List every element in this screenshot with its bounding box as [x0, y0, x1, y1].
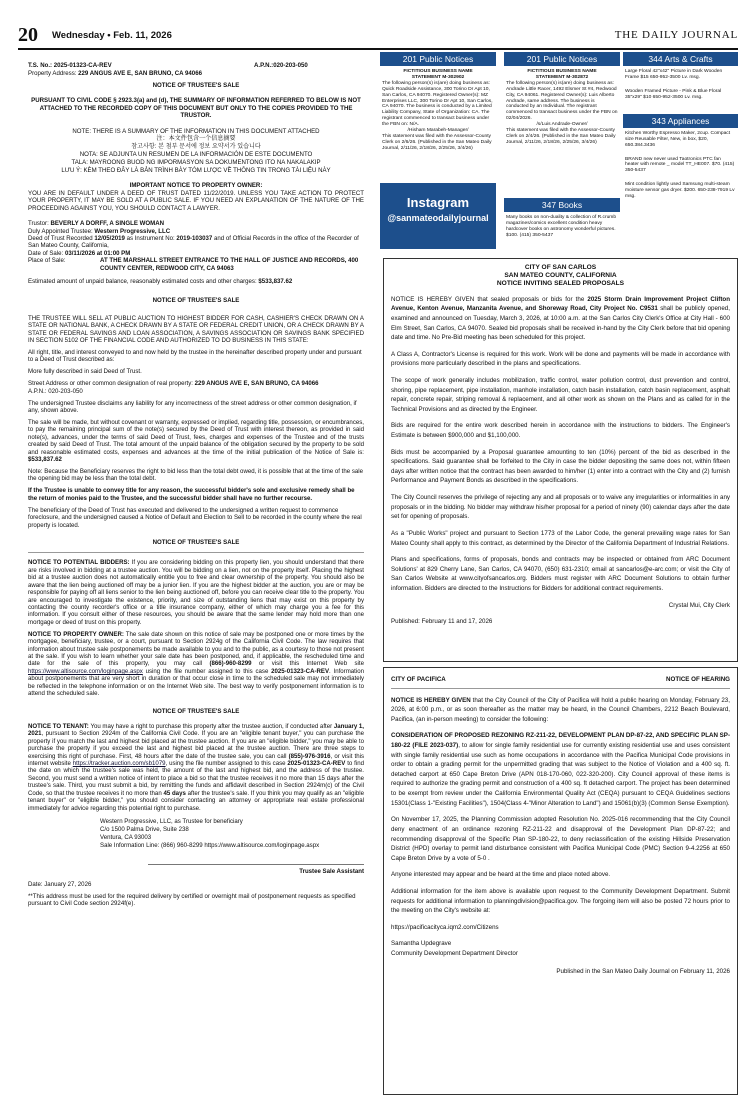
listing-item: Wooden Framed Picture - Pink & Blue Floral 35"x29" $10 650-952-3500 Lv. msg. — [625, 88, 722, 100]
deed-text-a: Deed of Trust Recorded — [28, 234, 93, 242]
note-spanish: NOTA: SE ADJUNTA UN RESUMEN DE LA INFORMACIÓN DE ESTE DOCUMENTO — [79, 151, 313, 158]
sale-paragraph: The sale will be made, but without covenant or warranty, expressed or implied, regarding title, possession, or encumbrances, to pay the remaining principal sum of the note(s) secured by the Deed of Trust with interest thereon, as provided in said note(s), advances, under the terms of said Deed of Trust, fees, charges and expenses of the Trustee and of the trusts created by said Deed of Trust. The total amount of the unpaid balance of the obligation secured by the property to be sold and reasonable estimated costs, expenses and advances at the time of the initial publication of the Notice of Sale is: — [28, 419, 364, 456]
deed-number: 2019-103037 — [176, 234, 213, 242]
classified-header: 343 Appliances — [623, 114, 738, 128]
notice-title: NOTICE OF HEARING — [666, 676, 730, 683]
paragraph-text: A Class A, Contractor's License is required for this work. Work will be done and payments will be made in accordance with provisions more particularly described in the plans and specifications. — [391, 350, 730, 368]
divider — [28, 552, 364, 553]
sale-date-label: Date of Sale: — [28, 249, 64, 257]
note-vietnamese: LƯU Ý: KÈM THEO ĐÂY LÀ BẢN TRÌNH BÀY TÓM LƯỢC VỀ THÔNG TIN TRONG TÀI LIỆU NÀY — [61, 166, 331, 174]
paragraph-text: Bids are required for the entire work described herein in accordance with the instructions to bidders. The Engineer's Estimate is between $900,000 and $1,100,000. — [391, 422, 730, 440]
listing-item: Mint condition lightly used Samsung multi-steam moisture sensor gas dryer. $200. 650-238-7919 Lv msg. — [625, 182, 735, 199]
signature-title: Community Development Department Director — [391, 950, 518, 958]
fbn-title: FICTITIOUS BUSINESS NAME — [527, 69, 597, 75]
owner-case-number: 2025-01323-CA-REV — [271, 667, 330, 675]
tenant-label: NOTICE TO TENANT: — [28, 722, 89, 730]
beneficiary-note: Note: Because the Beneficiary reserves the right to bid less than the total debt owed, it is possible that at the time of the sale the opening bid may be less than the total debt. — [28, 468, 364, 483]
san-carlos-notice — [383, 258, 738, 662]
fbn-statement: STATEMENT M-302872 — [535, 75, 589, 81]
owner-text-b: or visit this Internet Web site — [258, 660, 364, 668]
tenant-case-number: 2025-01323-CA-REV — [287, 760, 346, 768]
tenant-days: 45 days — [163, 789, 186, 797]
signature-name: Samantha Updegrave — [391, 940, 452, 948]
trustee-sale-assistant: Trustee Sale Assistant — [148, 864, 364, 875]
notice-subheading: SAN MATEO COUNTY, CALIFORNIA — [504, 272, 617, 280]
paragraph-text: On November 17, 2025, the Planning Commission adopted Resolution No. 2025-016 recommending that the City Council deny enactment of an ordinance rezoning RZ-211-22 and disapproval of the Development Plan DP-87-22; and recommending disapproval of the Specific Plan SP-180-22, to deny reclassification of the existing Hillside Preservation District (HPD) overlay to permit land disturbance consistent with Pacifica Municipal Code (PMC) Section 9-4.2256 at 650 Cape Breton Drive by a vote of 5-0 . — [391, 816, 730, 862]
sale-date: 03/11/2026 at 01:00 PM — [64, 249, 131, 257]
tenant-url-link[interactable]: https://tracker.auction.com/sb1079 — [72, 760, 166, 768]
instagram-title: Instagram — [406, 195, 470, 210]
paragraph-text: The scope of work generally includes mobilization, traffic control, water pollution control, dust prevention and control, shoring, pipe replacement, pipe installation, manhole installation, catch basin installation, catch basin replacement, asphalt repair, concrete repair, striping removal & replacement, and all other work as shown on the Plans and as called for in the Technical Provisions and as directed by the Engineer. — [391, 376, 730, 413]
classified-header: 201 Public Notices — [504, 52, 620, 66]
unable-paragraph: If the Trustee is unable to convey title for any reason, the successful bidder's sole and exclusive remedy shall be the return of monies paid to the Trustee, and the successful bidder shall have no further recourse. — [28, 487, 355, 502]
notice-title-4: NOTICE OF TRUSTEE'S SALE — [152, 707, 240, 715]
notice-title: NOTICE INVITING SEALED PROPOSALS — [496, 280, 625, 288]
signature: Crystal Mui, City Clerk — [668, 601, 730, 609]
street-label: Street Address or other common designation of real property: — [28, 380, 193, 388]
fbn-filed: This statement was filed with the Assessor-County Clerk on 2/4/26. (Published in the San Mateo Daily Journal, 2/11/26, 2/18/26, 2/25/26, 3/4/26) — [506, 127, 616, 145]
all-right-paragraph: All right, title, and interest conveyed to and now held by the trustee in the hereinafter described property under and pursuant to a Deed of Trust described as: — [28, 349, 362, 364]
paragraph-text: shall be publicly opened, examined and announced on Tuesday, March 3, 2026, at 10:00 a.m. at the San Carlos City Clerk's Office at City Hall - 600 Elm Street, San Carlos, CA 94070. Sealed bid proposals shall be received in-hand by the City Clerk before that bid opening date and time. No Pre-Bid meeting has been scheduled for this project. — [391, 305, 730, 342]
paragraph-text: Anyone interested may appear and be heard at the time and place noted above. — [391, 871, 611, 879]
publish-line: Published in the San Mateo Daily Journal on February 11, 2026 — [556, 967, 730, 975]
issue-date: Wednesday • Feb. 11, 2026 — [52, 30, 172, 41]
paragraph-text: Bids must be accompanied by a Proposal guarantee amounting to ten (10%) percent of the bid as described in the specifications. Said guarantee shall be forfeited to the City in case the bidder depositing the same does not, within fifteen days after written notice that the contract has been awarded to him/her (1) enter into a contract with the City and (2) furnish Performance and Payment Bonds as described in the specifications. — [391, 448, 730, 485]
tenant-phone: (855)-976-3916 — [288, 752, 331, 760]
owner-label: NOTICE TO PROPERTY OWNER: — [28, 630, 124, 638]
paragraph-text: The City Council reserves the privilege of rejecting any and all proposals or to waive any irregularities or informalities in any proposals or in the bidding. No bidder may withdraw his/her proposal for a period of ninety (90) calendar days after the date set for opening of proposals. — [391, 494, 730, 521]
classified-header: 344 Arts & Crafts — [623, 52, 738, 66]
classified-header: 347 Books — [504, 198, 620, 212]
paragraph-text: Additional information for the item above is available upon request to the Community Development Department. Submit requests for additional information to planningdivision@pacifica.gov. The forgoing item will also be posted 72 hours prior to the meeting on the City's website at: — [391, 887, 730, 915]
note-english: NOTE: THERE IS A SUMMARY OF THE INFORMATION IN THIS DOCUMENT ATTACHED — [72, 127, 320, 135]
owner-text-a: The sale date shown on this notice of sale may be postponed one or more times by the mortgagee, beneficiary, trustee, or a court, pursuant to Section 2924g of the California Civil Code. The law requires that information about trustee sale postponements be made available to you and to the public, as a courtesy to those not present at the sale. If you wish to learn whether your sale date has been postponed, and, if applicable, the rescheduled time and date for the sale of this property, you may call — [28, 630, 364, 668]
paragraph-text: NOTICE IS HEREBY GIVEN that sealed proposals or bids for the — [391, 295, 585, 303]
important-text: YOU ARE IN DEFAULT UNDER A DEED OF TRUST DATED 11/22/2019. UNLESS YOU TAKE ACTION TO PROTECT YOUR PROPERTY, IT MAY BE SOLD AT A PUBLIC SALE. IF YOU NEED AN EXPLANATION OF THE NATURE OF THE PROCEEDING AGAINST YOU, YOU SHOULD CONTACT A LAWYER. — [28, 189, 364, 212]
note-tagalog: TALA: MAYROONG BUOD NG IMPORMASYON SA DOKUMENTONG ITO NA NAKALAKIP — [71, 158, 321, 166]
estimate-amount: $533,837.62 — [258, 278, 293, 286]
project-name: 2025 Storm Drain Improvement Project Clifton Avenue, Kenton Avenue, Manzanita Avenue, and Shoreway Road, City Project No. C9531 — [391, 295, 730, 313]
deed-date: 12/05/2019 — [94, 234, 125, 242]
notice-title-2: NOTICE OF TRUSTEE'S SALE — [152, 297, 240, 305]
owner-url-link[interactable]: https://www.altisource.com/loginpage.aspx — [28, 667, 143, 675]
bidders-label: NOTICE TO POTENTIAL BIDDERS: — [28, 559, 130, 567]
paragraph-text: As a "Public Works" project and pursuant to Section 1773 of the Labor Code, the general prevailing wage rates for San Mateo County shall apply to this contract, as determined by the Director of the California Department of Industrial Relations. — [391, 529, 730, 547]
bidders-text: If you are considering bidding on this property lien, you should understand that there are risks involved in bidding at a trustee auction. You will be bidding on a lien, not on the property itself. Placing the highest bid at a trustee auction does not automatically entitle you to free and clear ownership of the property. You should also be aware that the lien being auctioned off may be a junior lien. If you are the highest bidder at the auction, you are or may be responsible for paying off all liens senior to the lien being auctioned off, before you can receive clear title to the property. You are encouraged to investigate the existence, priority, and size of outstanding liens that may exist on this property by contacting the county recorder's office or a title insurance company, either of which may charge you a fee for this information. If you consult either of these resources, you should be aware that the same lender may hold more than one mortgage or deed of trust on this property. — [28, 559, 364, 626]
tenant-text-b: , pursuant to Section 2924m of the California Civil Code. If you are an "eligible tenant buyer," you can purchase the property if you match the last and highest bid placed at the trustee auction. If you are an "eligible bidder," you may be able to purchase the property if you exceed the last and highest bid placed at the trustee auction. There are three steps to exercising this right of purchase. First, 48 hours after the date of the trustee sale, you can call — [28, 730, 364, 760]
date-line: Date: January 27, 2026 — [28, 881, 92, 889]
paragraph-text: Plans and specifications, forms of proposals, bonds and contracts may be inspected or obtained from ARC Document Solutions' at 829 Cherry Lane, San Carlos, CA 94070, (650) 631-2310; email at sancarlos@e-arc.com; or visit the City of San Carlos Website at www.cityofsancarlos.org. Bidders must register with ARC Document Solutions to obtain further information. Bidders are directed to the Instructions for Bidders for additional contract requirements. — [391, 556, 730, 592]
note-korean: 참고사항: 본 첨부 문서에 정보 요약서가 있습니다 — [131, 143, 261, 151]
paragraph-text: , to allow for single family residential use for currently existing residential use and uses consistent with single family residential use such as home occupations in accordance with the Pacifica Municipal Code provisions in order to obtain a grading permit for the unpermitted grading that was subject to the Notice of Violation and a 400 sq. ft. detached carport at 650 Cape Breton Drive (APN 018-170-060, 022-320-200). City Council approval of these items is required to authorize the grading permit and construction of a 400 sq. ft detached carport. The project has been determined to be exempt from review under the California Environmental Quality Act (CEQA) pursuant to CEQA Guidelines sections 15301(Class 1-"Existing Facilities"), 1504(Class 4-"Minor Alteration to Land") and 15061(b)(3) (Common Sense Exemption). — [391, 742, 730, 807]
apn-top: A.P.N.:020-203-050 — [254, 62, 308, 69]
instagram-handle: @sanmateodailyjournal — [387, 213, 489, 223]
street-value: 229 ANGUS AVE E, SAN BRUNO, CA 94066 — [194, 380, 319, 388]
duly-label: Duly Appointed Trustee: — [28, 227, 93, 235]
disclaim-paragraph: The undersigned Trustee disclaims any liability for any incorrectness of the street address or other common designation, if any, shown above. — [28, 399, 357, 415]
ts-number: T.S. No.: 2025-01323-CA-REV — [28, 62, 112, 69]
footnote: **This address must be used for the required delivery by certified or overnight mail of postponement requests as specified pursuant to Civil Code section 2924f(e). — [28, 893, 356, 908]
owner-text-d: . Information about postponements that are very short in duration or that occur close in time to the scheduled sale may not immediately be reflected in the telephone information or on the Internet Web site. The best way to verify postponement information is to attend the scheduled sale. — [28, 667, 364, 698]
estimate-label: Estimated amount of unpaid balance, reasonably estimated costs and other charges: — [28, 278, 257, 286]
trustor-label: Trustor: — [28, 220, 49, 228]
deed-text-c: and of Official Records in the office of the Recorder of San Mateo County, California, — [28, 234, 359, 250]
owner-phone: (866)-960-8299 — [209, 660, 252, 668]
instagram-promo[interactable] — [380, 183, 496, 249]
classified-books — [504, 198, 620, 242]
tenant-text-c: , or visit this internet website — [28, 752, 364, 768]
apn-2: A.P.N.: 020-203-050 — [28, 387, 83, 395]
fbn-body: The following person(s) is(are) doing business as: Quick Roadside Assistance, 300 Torino Dr Apt 10, San Carlos, CA 94070. Registered Owner(s): MZ Enterprises LLC, 300 Torino Dr Apt 10, San Carlos, CA 94070. The business is conducted by a Limited Liability Company, State of Organization: CA. The registrant commenced to transact business under the FBN on: N/A. — [382, 80, 493, 128]
publish-line: Published: February 11 and 17, 2026 — [391, 618, 493, 626]
address-line-3: Ventura, CA 93003 — [100, 833, 152, 841]
place-value: AT THE MARSHALL STREET ENTRANCE TO THE HALL OF JUSTICE AND RECORDS, 400 COUNTY CENTER, REDWOOD CITY, CA 94063 — [100, 257, 359, 272]
sale-amount: $533,837.62 — [28, 456, 62, 464]
trustor: BEVERLY A DORFF, A SINGLE WOMAN — [50, 220, 164, 228]
fbn-statement: STATEMENT M-302902 — [411, 75, 465, 81]
classified-arts-crafts — [623, 52, 738, 211]
pacifica-notice — [383, 667, 738, 1095]
civil-code-notice: PURSUANT TO CIVIL CODE § 2923.3(a) and (d), THE SUMMARY OF INFORMATION REFERRED TO BELOW IS NOT ATTACHED TO THE RECORDED COPY OF THIS DOCUMENT BUT ONLY TO THE COPIES PROVIDED TO THE TRUSTOR. — [31, 97, 361, 120]
address-line-4: Sale Information Line: (866) 960-8299 https://www.altisource.com/loginpage.aspx — [100, 841, 320, 849]
consideration-title: CONSIDERATION OF PROPOSED REZONING RZ-211-22, DEVELOPMENT PLAN DP-87-22, AND SPECIFIC PLAN SP-180-22 (FILE 2023-037) — [391, 732, 730, 750]
listing-item: Large Floral 42"x42" Picture in Dark Wooden Frame $15 650-952-3500 Lv. msg. — [625, 69, 723, 81]
notice-title-3: NOTICE OF TRUSTEE'S SALE — [152, 539, 240, 546]
page-number: 20 — [18, 24, 38, 46]
listing-item: BRAND new never used Taotronics PTC fan heater with remote _ model TT_HE007. $70. (415) 350-5437 — [625, 156, 735, 174]
classified-public-notice-1 — [380, 52, 496, 154]
fbn-title: FICTITIOUS BUSINESS NAME — [403, 69, 473, 75]
citizens-url-link[interactable]: https://pacificacityca.iqm2.com/Citizens — [391, 923, 499, 931]
property-address: 229 ANGUS AVE E, SAN BRUNO, CA 94066 — [78, 70, 202, 77]
address-line-2: C/o 1500 Palma Drive, Suite 238 — [100, 825, 189, 833]
paper-name: THE DAILY JOURNAL — [614, 29, 738, 41]
beneficiary-paragraph: The beneficiary of the Deed of Trust has executed and delivered to the undersigned a written request to commence foreclosure, and the undersigned caused a Notice of Default and Election to Sell to be recorded in the county where the real property is located. — [28, 506, 362, 529]
duly-trustee: Western Progressive, LLC — [94, 227, 171, 235]
fbn-signature: /s/Luis Andrade-Owner/ — [536, 122, 588, 128]
summary-notes — [28, 128, 364, 175]
paragraph-text: that the City Council of the City of Pacifica will hold a public hearing on Monday, February 23, 2026, at 6:00 p.m., or as soon thereafter as the matter may be heard, in the Council Chambers, 2212 Beach Boulevard, Pacifica, (an in-person meeting) to consider the following: — [391, 696, 730, 723]
note-chinese: 注：本文件包含一个信息摘要 — [156, 135, 236, 143]
tenant-text-d: , using the file number assigned to this case — [165, 760, 286, 768]
notice-lead: NOTICE IS HEREBY GIVEN — [391, 696, 471, 704]
tenant-text-e: to find the date on which the trustee's sale was held, the amount of the last and highest bid, and the address of the trustee. Second, you must send a written notice of intent to place a bid so that the trustee receives it no more than 15 days after the trustee's sale. Third, you must submit a bid, by remitting the funds and affidavit described in Section 2924m(c) of the Civil Code, so that the trustee receives it no more than — [28, 760, 364, 797]
page-header — [18, 24, 738, 50]
address-line-1: Western Progressive, LLC, as Trustee for beneficiary — [100, 818, 243, 825]
city-name: CITY OF PACIFICA — [391, 676, 446, 683]
listing-item: Kitchen Worthy Espresso Maker, 2cup. Compact size Reusable Filter, New, in box, $20, 650.384.3436 — [625, 130, 731, 148]
place-label: Place of Sale: — [28, 257, 66, 265]
tenant-date: January 1, 2021 — [28, 722, 364, 738]
tenant-text-f: after the trustee's sale. If you think you may qualify as an "eligible tenant buyer" or "eligible bidder," you should consider contacting an attorney or appropriate real estate professional immediately for advice regarding this potential right to purchase. — [28, 789, 364, 812]
classified-public-notice-2 — [504, 52, 620, 149]
notice-heading: CITY OF SAN CARLOS — [524, 264, 597, 271]
more-fully: More fully described in said Deed of Trust. — [28, 368, 142, 376]
notice-title: NOTICE OF TRUSTEE'S SALE — [152, 81, 240, 89]
trustee-address — [28, 818, 364, 850]
caps-paragraph: THE TRUSTEE WILL SELL AT PUBLIC AUCTION TO HIGHEST BIDDER FOR CASH, CASHIER'S CHECK DRAWN ON A STATE OR NATIONAL BANK, A CHECK DRAWN BY A STATE OR FEDERAL CREDIT UNION, OR A CHECK DRAWN BY A STATE OR FEDERAL SAVINGS AND LOAN ASSOCIATION, A SAVINGS ASSOCIATION OR SAVINGS BANK SPECIFIED IN SECTION 5102 OF THE FINANCIAL CODE AND AUTHORIZED TO DO BUSINESS IN THIS STATE: — [28, 314, 364, 345]
important-title: IMPORTANT NOTICE TO PROPERTY OWNER: — [129, 182, 263, 190]
fbn-body: The following person(s) is(are) doing business as: Andrade Little Racer, 1492 Elsmer St #4, Redwood City, CA 94061. Registered Owner(s): Luis Alberto Andrade, same address. The business is conducted by an Individual. The registrant commenced to transact business under the FBN on 02/04/2026. — [506, 80, 618, 122]
fbn-signature: /Hisham Marabeh-Manager/ — [407, 127, 469, 133]
owner-text-c: using the file number assigned to this case — [145, 667, 269, 675]
property-address-label: Property Address: — [28, 70, 77, 77]
listing-item: Many books on non-duality & collection of R.crumb magazines/comics excellent condition heavy hardcover books on astronomy wonderful pictures. $100. (415) 350-5437 — [506, 215, 617, 238]
trustee-sale-notice — [28, 62, 364, 912]
tenant-text-a: You may have a right to purchase this property after the trustee auction, if conducted after — [90, 722, 333, 730]
deed-text-b: as Instrument No: — [126, 234, 175, 242]
fbn-filed: This statement was filed with the Assessor-County Clerk on 2/6/26. (Published in the San Mateo Daily Journal, 2/11/26, 2/18/26, 2/25/26, 3/4/26) — [382, 133, 492, 151]
classified-header: 201 Public Notices — [380, 52, 496, 66]
